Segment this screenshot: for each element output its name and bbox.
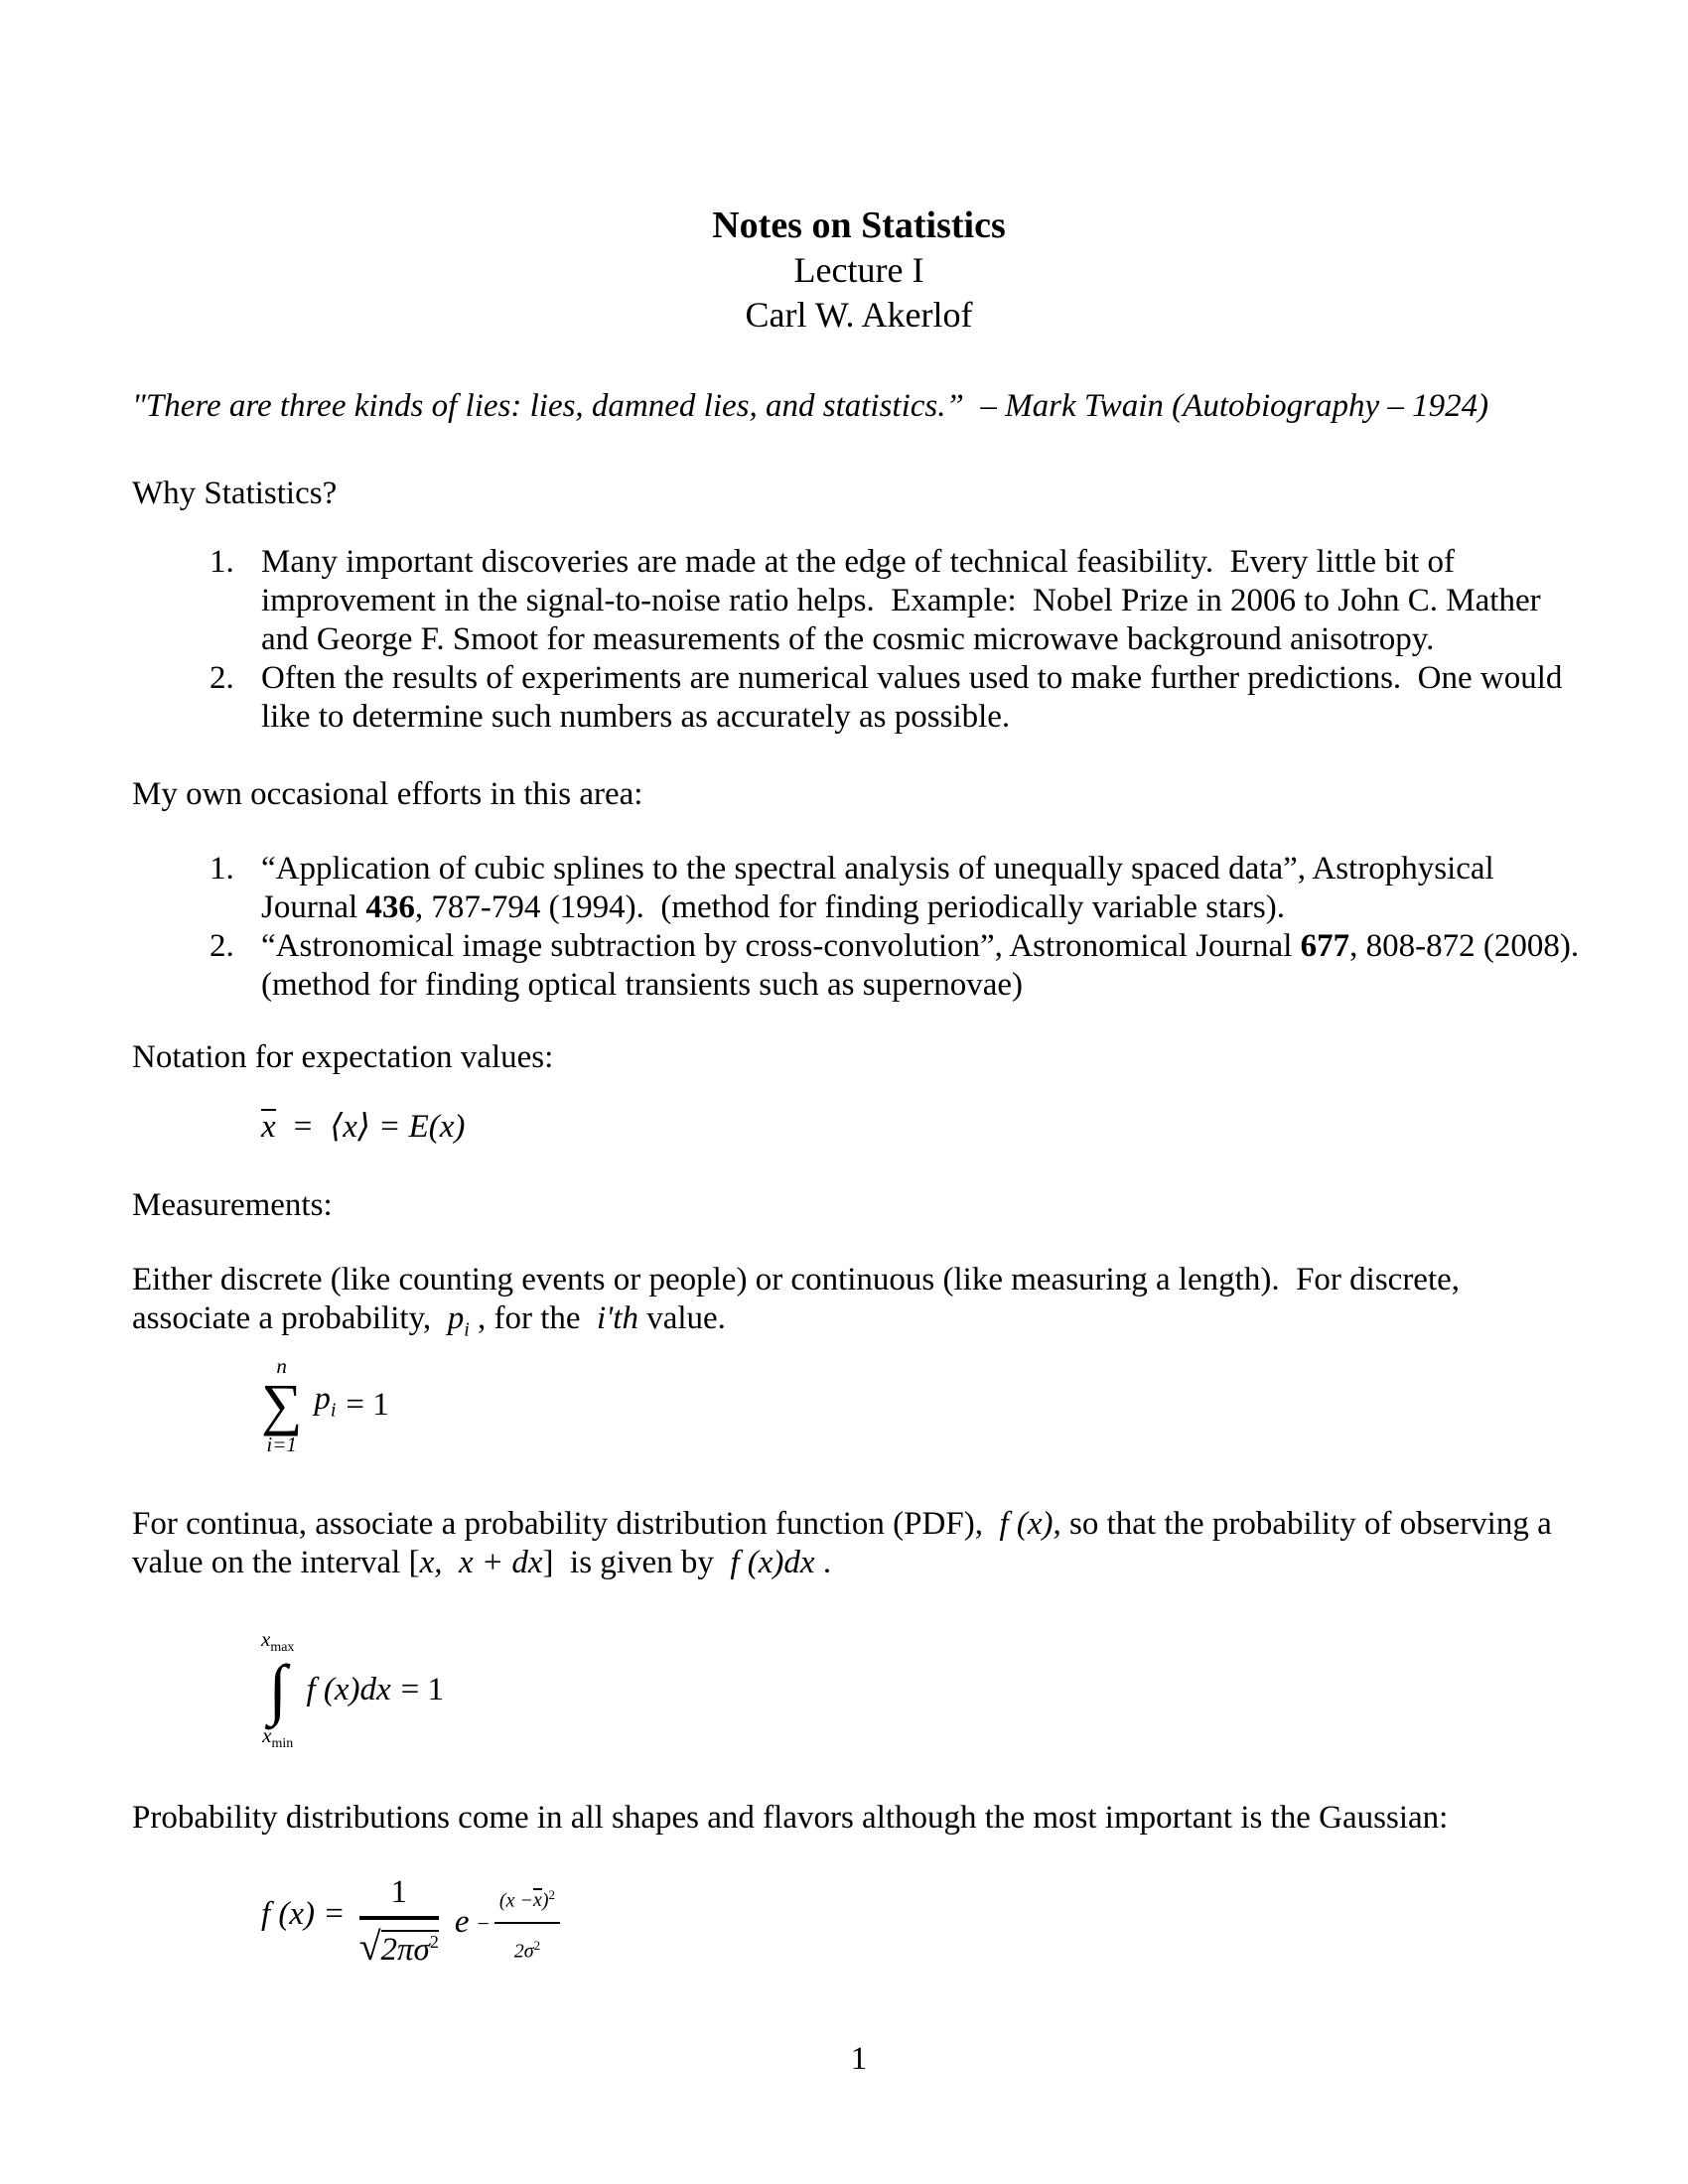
publication-text: , 808-872 (2008). (method for finding optical transients such as supernovae) <box>261 928 1596 1003</box>
sigma-operator: ∑ <box>261 1371 303 1436</box>
expectation-formula <box>261 1108 1586 1147</box>
journal-volume: 436 <box>365 889 415 925</box>
paragraph-text: Either discrete (like counting events or people) or continuous (like measuring a length). For discrete, associate a probability, <box>132 1262 1469 1336</box>
expectation-rest: = ⟨x⟩ = E(x) <box>291 1109 466 1145</box>
f-of-x-math: f (x) <box>999 1505 1054 1542</box>
document-header <box>132 204 1586 338</box>
x-bar-small: x <box>532 1889 542 1912</box>
sum-rhs: = 1 <box>346 1387 389 1424</box>
gaussian-exponent <box>477 1875 560 1972</box>
sum-operator-stack <box>261 1353 303 1456</box>
publications-list <box>132 850 1596 1005</box>
heading-measurements: Measurements: <box>132 1187 333 1223</box>
subtitle-author: Carl W. Akerlof <box>745 295 973 335</box>
gaussian-formula <box>261 1873 1586 1972</box>
page-number: 1 <box>850 2041 868 2077</box>
list-item <box>132 659 1586 737</box>
journal-volume: 677 <box>1300 928 1350 964</box>
discrete-paragraph <box>132 1261 1586 1350</box>
list-item-text: Many important discoveries are made at the edge of technical feasibility. Every little bit of improvement in the signal-to-noise ratio helps. Example: Nobel Prize in 2006 to John C. Mather and George F. Smoot for measurements of the cosmic microwave background anisotropy. <box>261 544 1549 657</box>
paragraph-text: , for the <box>469 1300 598 1336</box>
list-item-number: 2. <box>210 660 234 696</box>
f-x-dx-math: f (x)dx <box>730 1544 815 1580</box>
exponent-fraction <box>494 1875 560 1972</box>
list-item-text: Often the results of experiments are numerical values used to make further predictions. One would like to determine such numbers as accurately as possible. <box>261 660 1571 735</box>
integral-formula <box>261 1626 1586 1751</box>
exponent-denominator: $2\sigma^2$ <box>513 1938 541 1964</box>
list-item <box>132 543 1586 659</box>
gaussian-intro-paragraph: Probability distributions come in all shapes and flavors although the most important is the Gaussian: <box>132 1799 1449 1836</box>
integral-body: f (x)dx <box>306 1671 391 1707</box>
sum-lower-limit: i=1 <box>266 1432 297 1456</box>
publication-text: “Astronomical image subtraction by cross-convolution”, Astronomical Journal <box>261 928 1301 964</box>
list-item <box>132 927 1596 1005</box>
integral-rhs: = 1 <box>400 1671 445 1707</box>
list-item-number: 1. <box>210 544 234 580</box>
radicand: $2\pi\sigma^2$ <box>380 1931 439 1968</box>
heading-why-statistics: Why Statistics? <box>132 476 338 511</box>
gaussian-fraction <box>359 1873 439 1970</box>
heading-notation: Notation for expectation values: <box>132 1039 554 1075</box>
paragraph-text: ] is given by <box>542 1544 731 1580</box>
p-sub-i-math: $p_i$ <box>447 1300 470 1341</box>
publication-entry <box>261 927 1596 1005</box>
gaussian-lhs: f (x) = <box>261 1895 346 1932</box>
page-title: Notes on Statistics <box>712 205 1006 246</box>
x-bar: x <box>261 1109 276 1145</box>
sum-formula <box>261 1353 1586 1456</box>
ith-math: i'th <box>597 1300 638 1336</box>
paragraph-text: , so that the probability of observing a value on the interval [ <box>132 1505 1560 1580</box>
list-item-number: 2. <box>210 928 234 964</box>
integral-upper-limit: $x_{max}$ <box>261 1626 295 1655</box>
fraction-numerator: 1 <box>359 1873 439 1920</box>
integral-operator-stack <box>261 1626 295 1751</box>
publication-entry <box>261 850 1586 927</box>
epigraph-quote: "There are three kinds of lies: lies, damned lies, and statistics.” – Mark Twain (Autobiography – 1924) <box>132 388 1489 424</box>
euler-e: e <box>454 1903 470 1940</box>
document-content <box>132 0 1596 2077</box>
list-item <box>132 850 1586 927</box>
continua-paragraph <box>132 1505 1586 1582</box>
exponent-minus: − <box>477 1910 490 1936</box>
sum-body: $p_i$ <box>314 1381 337 1422</box>
interval-math: x, x + dx <box>419 1544 543 1580</box>
subtitle-lecture: Lecture I <box>793 250 924 290</box>
paragraph-text: For continua, associate a probability distribution function (PDF), <box>132 1505 1000 1542</box>
integral-lower-limit: $x_{min}$ <box>262 1722 294 1751</box>
paragraph-text: value. <box>637 1300 726 1336</box>
radical-sign: √ <box>358 1923 381 1969</box>
paragraph-text: . <box>814 1544 832 1580</box>
exponent-numerator: $(x -x)^2$ <box>494 1875 560 1925</box>
publication-text: , 787-794 (1994). (method for finding periodically variable stars). <box>414 889 1286 925</box>
heading-own-efforts: My own occasional efforts in this area: <box>132 776 643 812</box>
fraction-denominator <box>359 1920 439 1970</box>
sum-upper-limit: n <box>276 1353 287 1378</box>
publication-text: “Application of cubic splines to the spectral analysis of unequally spaced data”, Astrophysical Journal <box>261 851 1502 925</box>
why-statistics-list <box>132 543 1586 737</box>
integral-operator: ∫ <box>268 1650 288 1726</box>
list-item-number: 1. <box>210 851 234 887</box>
